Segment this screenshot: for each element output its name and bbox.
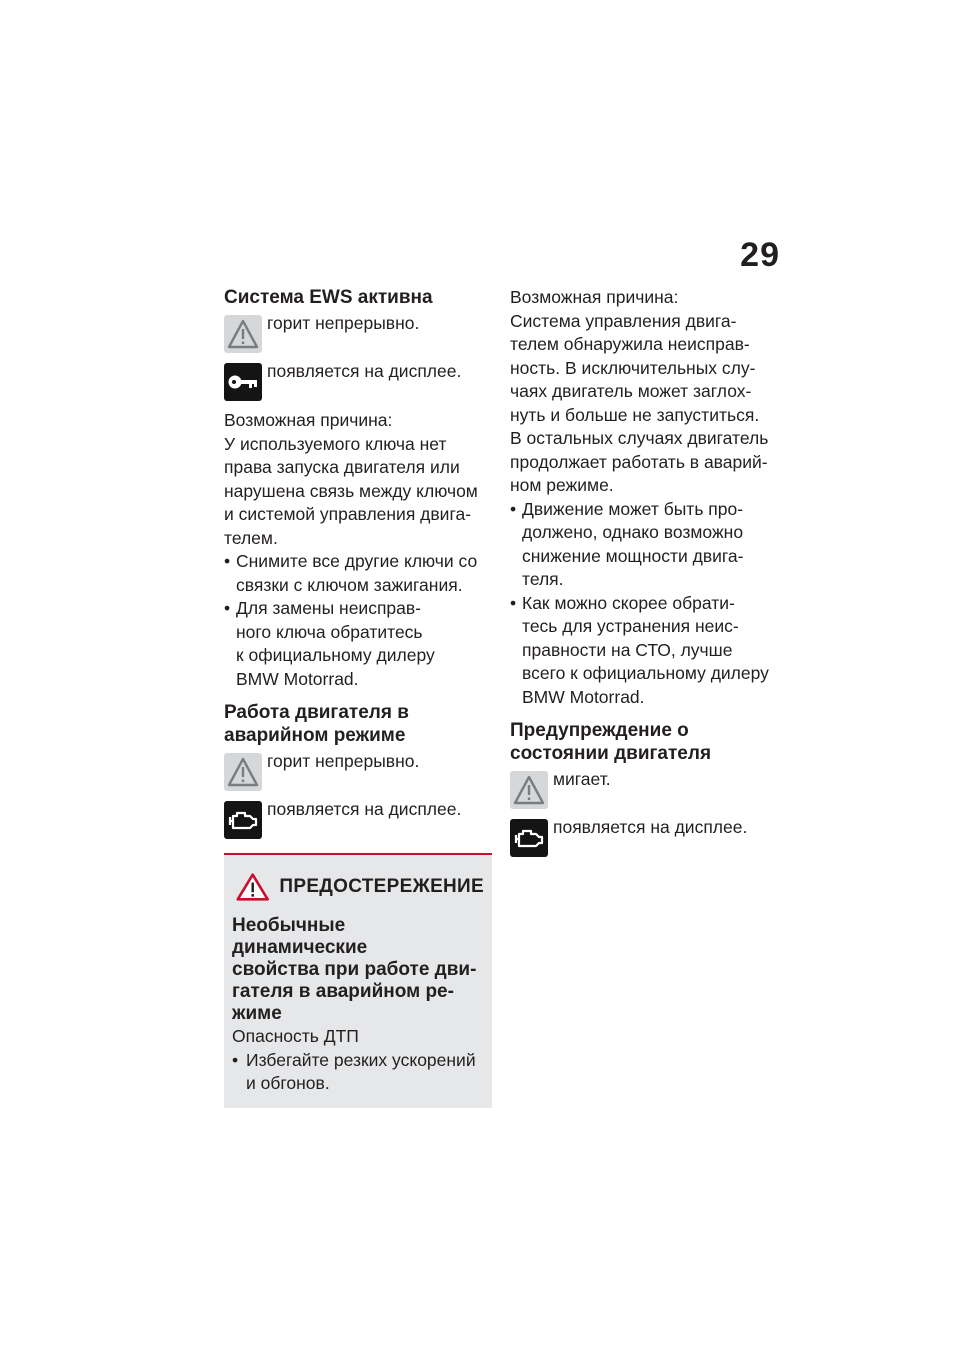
cause-line: У используемого ключа нет — [224, 433, 447, 454]
bullet-line: • Как можно скорее обрати- — [522, 592, 735, 613]
section-heading-emergency: Работа двигателя в аварийном режиме — [224, 702, 409, 746]
engine-icon — [510, 819, 548, 857]
bullet-line: BMW Motorrad. — [522, 686, 645, 707]
key-icon — [224, 363, 262, 401]
warning-triangle-icon — [236, 871, 269, 903]
indicator-row — [510, 767, 778, 809]
warning-heading: Необычные динамические свойства при работе дви- гателя в аварийном ре- жиме — [232, 915, 477, 1024]
bullet-line: теля. — [522, 569, 564, 589]
indicator-row — [224, 359, 492, 401]
warning-triangle-icon — [224, 315, 262, 353]
warning-title: ПРЕДОСТЕРЕЖЕНИЕ — [279, 876, 484, 897]
indicator-text: горит непрерывно. — [267, 313, 420, 333]
bullet-list — [224, 550, 492, 691]
indicator-row — [224, 797, 492, 839]
left-column — [224, 286, 492, 1108]
indicator-row — [224, 749, 492, 791]
cause-line: Система управления двига- — [510, 310, 737, 331]
engine-icon — [224, 801, 262, 839]
bullet-line: • Для замены неисправ- — [236, 598, 422, 618]
cause-line: нуть и больше не запуститься. — [510, 404, 760, 425]
bullet-item — [224, 597, 492, 691]
indicator-text: появляется на дисплее. — [553, 817, 748, 837]
indicator-text: мигает. — [553, 769, 611, 789]
indicator-row — [224, 311, 492, 353]
cause-line: нарушена связь между ключом — [224, 480, 478, 501]
bullet-line: должено, однако возможно — [522, 522, 744, 542]
warning-title-row — [232, 871, 484, 903]
bullet-line: • Движение может быть про- — [522, 498, 744, 519]
bullet-item — [232, 1049, 484, 1096]
bullet-item — [510, 592, 778, 710]
bullet-line: BMW Motorrad. — [236, 668, 359, 689]
bullet-line: • Избегайте резких ускорений — [246, 1049, 476, 1070]
bullet-line: ного ключа обратитесь — [236, 621, 423, 642]
bullet-line: снижение мощности двига- — [522, 545, 744, 566]
right-column — [510, 286, 778, 863]
warning-text: Опасность ДТП — [232, 1026, 359, 1046]
cause-line: права запуска двигателя или — [224, 457, 460, 477]
page-number: 29 — [740, 236, 780, 274]
indicator-row — [510, 815, 778, 857]
section-heading-engine-warning: Предупреждение о состоянии двигателя — [510, 720, 712, 764]
cause-line: В остальных случаях двигатель — [510, 428, 769, 448]
bullet-line: правности на СТО, лучше — [522, 639, 733, 660]
bullet-line: всего к официальному дилеру — [522, 663, 769, 683]
cause-line: ность. В исключительных слу- — [510, 357, 756, 378]
warning-triangle-icon — [224, 753, 262, 791]
cause-line: телем. — [224, 527, 278, 548]
cause-label: Возможная причина: — [224, 410, 393, 430]
bullet-line: тесь для устранения неис- — [522, 616, 739, 636]
indicator-text: горит непрерывно. — [267, 751, 420, 771]
cause-label: Возможная причина: — [510, 287, 679, 307]
bullet-list — [232, 1049, 484, 1096]
bullet-line: к официальному дилеру — [236, 645, 435, 665]
section-heading-ews: Система EWS активна — [224, 287, 433, 308]
bullet-line: и обгонов. — [246, 1073, 330, 1093]
warning-triangle-icon — [510, 771, 548, 809]
cause-line: и системой управления двига- — [224, 504, 472, 524]
bullet-line: • Снимите все другие ключи со — [236, 551, 478, 571]
cause-line: ном режиме. — [510, 475, 614, 495]
bullet-item — [224, 550, 492, 597]
indicator-text: появляется на дисплее. — [267, 361, 462, 381]
cause-line: продолжает работать в аварий- — [510, 451, 768, 472]
bullet-line: связки с ключом зажигания. — [236, 574, 463, 595]
warning-box — [224, 853, 492, 1108]
bullet-item — [510, 498, 778, 592]
cause-line: чаях двигатель может заглох- — [510, 381, 752, 401]
indicator-text: появляется на дисплее. — [267, 799, 462, 819]
bullet-list — [510, 498, 778, 710]
cause-line: телем обнаружила неисправ- — [510, 334, 750, 354]
